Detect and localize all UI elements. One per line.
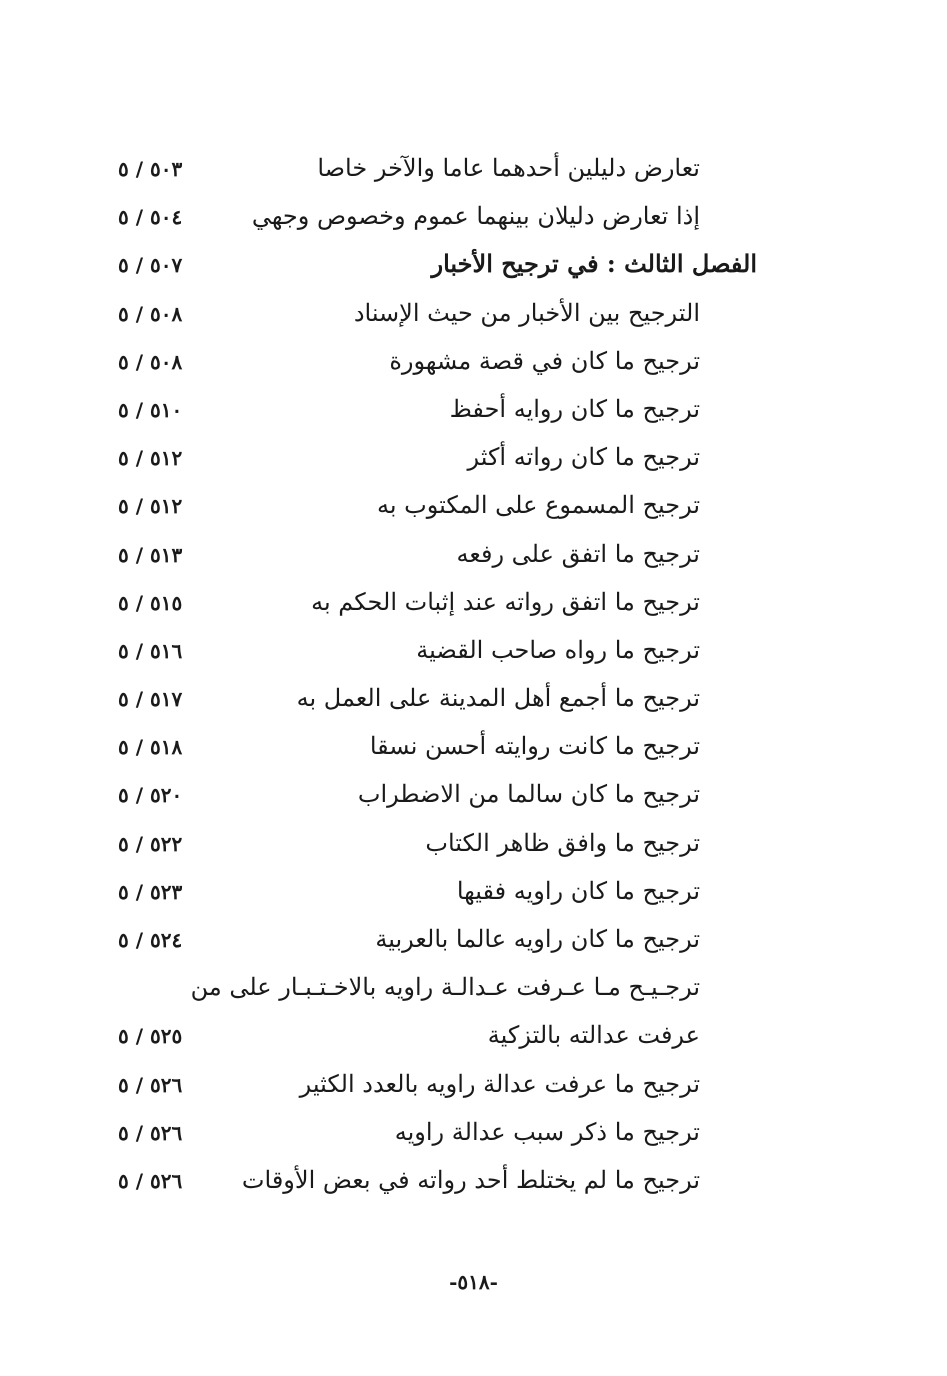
toc-entry-title: إذا تعارض دليلان بينهما عموم وخصوص وجهي — [251, 202, 700, 231]
toc-entry-page-ref: ٥٢٢ / ٥ — [118, 831, 183, 856]
toc-entry-page-ref: ٥١٥ / ٥ — [118, 590, 183, 615]
toc-entry-page-ref: ٥٢٣ / ٥ — [118, 879, 183, 904]
toc-entry — [0, 579, 947, 627]
toc-entry-title: ترجيح المسموع على المكتوب به — [376, 491, 700, 520]
toc-entry — [0, 820, 947, 868]
toc-entry — [0, 675, 947, 723]
toc-entry — [0, 338, 947, 386]
toc-entry-title: ترجيح ما أجمع أهل المدينة على العمل به — [296, 684, 700, 713]
toc-entry — [0, 434, 947, 482]
toc-entry-page-ref: ٥٢٦ / ٥ — [118, 1168, 183, 1193]
toc-entry — [0, 193, 947, 241]
table-of-contents — [0, 145, 947, 1205]
toc-entry-page-ref: ٥١٢ / ٥ — [118, 494, 183, 519]
toc-entry — [0, 1157, 947, 1205]
toc-chapter-heading — [0, 241, 947, 289]
toc-entry — [0, 627, 947, 675]
toc-entry-page-ref: ٥١٠ / ٥ — [118, 397, 183, 422]
toc-entry-title: ترجـيـح مـا عـرفت عـدالـة راويه بالاخـتـبـار على من — [190, 973, 700, 1002]
toc-entry-title: ترجيح ما لم يختلط أحد رواته في بعض الأوقات — [241, 1165, 700, 1194]
toc-entry — [0, 868, 947, 916]
toc-entry — [0, 482, 947, 530]
toc-entry-page-ref: ٥٢٦ / ٥ — [118, 1072, 183, 1097]
toc-entry-title: ترجيح ما اتفق رواته عند إثبات الحكم به — [311, 587, 700, 616]
toc-entry — [0, 1109, 947, 1157]
toc-entry — [0, 386, 947, 434]
toc-entry-page-ref: ٥٢٤ / ٥ — [118, 928, 183, 952]
toc-entry-page-ref: ٥٠٨ / ٥ — [118, 349, 183, 374]
toc-entry-page-ref: ٥١٧ / ٥ — [118, 687, 183, 712]
page-number: -٥١٨- — [449, 1270, 498, 1294]
toc-entry-page-ref: ٥١٣ / ٥ — [118, 542, 183, 567]
toc-entry-page-ref: ٥٢٦ / ٥ — [118, 1120, 183, 1145]
toc-entry-page-ref: ٥٠٣ / ٥ — [118, 157, 183, 181]
toc-entry-title: ترجيح ما كان رواته أكثر — [467, 443, 700, 472]
toc-entry — [0, 964, 947, 1012]
toc-entry-page-ref: ٥٢٥ / ٥ — [118, 1024, 183, 1049]
toc-entry-page-ref: ٥٢٠ / ٥ — [118, 783, 183, 808]
toc-entry-page-ref: ٥١٨ / ٥ — [118, 735, 183, 760]
toc-entry-title: ترجيح ما وافق ظاهر الكتاب — [425, 828, 700, 857]
toc-entry-title: الترجيح بين الأخبار من حيث الإسناد — [353, 298, 700, 327]
toc-entry-page-ref: ٥٠٤ / ٥ — [118, 205, 183, 230]
toc-entry — [0, 1061, 947, 1109]
toc-entry-title: ترجيح ما ذكر سبب عدالة راويه — [394, 1117, 700, 1146]
toc-entry-title: تعارض دليلين أحدهما عاما والآخر خاصا — [317, 154, 700, 182]
toc-entry — [0, 290, 947, 338]
toc-entry-continuation — [0, 1012, 947, 1060]
toc-entry — [0, 916, 947, 964]
toc-entry-page-ref: ٥١٦ / ٥ — [118, 638, 183, 663]
toc-entry — [0, 723, 947, 771]
toc-entry-page-ref: ٥١٢ / ٥ — [118, 446, 183, 471]
toc-entry-title: ترجيح ما كان سالما من الاضطراب — [357, 780, 700, 809]
toc-entry-page-ref: ٥٠٨ / ٥ — [118, 301, 183, 326]
toc-entry-title: ترجيح ما كان في قصة مشهورة — [389, 346, 700, 375]
toc-entry-page-ref: ٥٠٧ / ٥ — [118, 253, 183, 278]
toc-entry-title: ترجيح ما عرفت عدالة راويه بالعدد الكثير — [299, 1069, 700, 1098]
toc-entry-title: ترجيح ما كان راويه عالما بالعربية — [375, 925, 700, 953]
toc-entry — [0, 531, 947, 579]
toc-entry-title: ترجيح ما كان راويه فقيها — [456, 876, 700, 905]
toc-entry-title: الفصل الثالث : في ترجيح الأخبار — [431, 249, 757, 279]
toc-entry-title: ترجيح ما رواه صاحب القضية — [416, 635, 700, 664]
toc-entry — [0, 771, 947, 819]
toc-entry-title: ترجيح ما اتفق على رفعه — [456, 539, 700, 568]
toc-entry-title: ترجيح ما كانت روايته أحسن نسقا — [369, 732, 700, 761]
toc-entry-title: عرفت عدالته بالتزكية — [487, 1021, 700, 1050]
toc-entry-title: ترجيح ما كان روايه أحفظ — [449, 394, 700, 423]
toc-entry — [0, 145, 947, 193]
